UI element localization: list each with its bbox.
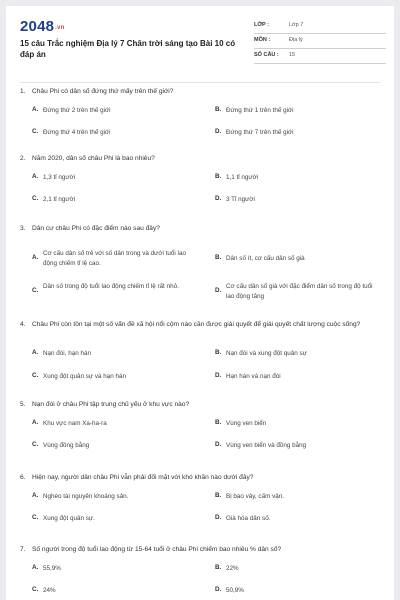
- meta-class-row: [254, 20, 386, 34]
- option-text: Vùng đồng bằng: [43, 442, 90, 449]
- option-letter: D.: [215, 195, 222, 202]
- header: [6, 6, 394, 86]
- question-number: 7.: [20, 546, 26, 553]
- option-text: Xung đột quân sự và hạn hán: [43, 373, 126, 380]
- option-letter: A.: [32, 419, 39, 426]
- question-number: 2.: [20, 155, 26, 162]
- option-text: Dân số ít, cơ cấu dân số già: [226, 255, 305, 262]
- question-number: 4.: [20, 321, 26, 328]
- option-letter: B.: [215, 419, 222, 426]
- logo-text: 2048: [20, 18, 55, 35]
- option-text: 55,9%: [43, 565, 61, 572]
- worksheet: [6, 6, 394, 600]
- option-text: Bị bao vây, cấm vận.: [226, 493, 284, 500]
- question-label: Châu Phi có dân số đứng thứ mấy trên thế giới?: [32, 88, 174, 95]
- option-text: Vùng ven biển và đồng bằng: [226, 442, 307, 449]
- question-label: Châu Phi còn tồn tại một số vấn đề xã hội nổi cộm nào cần được giải quyết để giải quyết chất lượng cuộc sống?: [32, 321, 361, 328]
- site-logo[interactable]: [20, 18, 64, 35]
- header-divider: [20, 82, 380, 83]
- question-label: Số người trong độ tuổi lao động từ 15-64 tuổi ở châu Phi chiếm bao nhiêu % dân số?: [32, 546, 282, 553]
- question-label: Nạn đói ở châu Phi tập trung chủ yếu ở khu vực nào?: [32, 401, 190, 408]
- question-number: 5.: [20, 401, 26, 408]
- option-letter: D.: [215, 372, 222, 379]
- option-letter: A.: [32, 106, 39, 113]
- option-text: Nạn đói và xung đột quân sự: [226, 350, 307, 357]
- question-text: [20, 153, 380, 164]
- option-letter: C.: [32, 128, 39, 135]
- question-number: 3.: [20, 225, 26, 232]
- question-4: [20, 319, 380, 380]
- option-text: Nghèo tài nguyên khoáng sản.: [43, 493, 129, 500]
- question-number: 6.: [20, 474, 26, 481]
- meta-count-value: 15: [289, 52, 296, 58]
- option-letter: D.: [215, 514, 222, 521]
- question-6: [20, 472, 380, 522]
- meta-class-key: LỚP :: [254, 22, 269, 28]
- option-text: 2,1 tỉ người: [43, 196, 76, 203]
- question-text: [20, 319, 377, 330]
- option-letter: B.: [215, 349, 222, 356]
- option-letter: D.: [215, 128, 222, 135]
- option-letter: C.: [32, 195, 39, 202]
- option-text: 50,9%: [226, 587, 244, 594]
- option-text: 24%: [43, 587, 56, 594]
- logo-tld: .vn: [55, 25, 65, 31]
- option-text: Nạn đói, hạn hán: [43, 350, 91, 357]
- meta-count-key: SỐ CÂU :: [254, 52, 279, 58]
- question-text: [20, 399, 380, 410]
- question-7: [20, 544, 380, 594]
- option-letter: B.: [215, 254, 222, 261]
- question-3: [20, 223, 380, 300]
- option-letter: C.: [32, 372, 39, 379]
- option-text: 1,3 tỉ người: [43, 174, 76, 181]
- question-2: [20, 153, 380, 203]
- option-text: Đứng thứ 7 trên thế giới: [226, 129, 294, 136]
- option-letter: B.: [215, 492, 222, 499]
- option-letter: A.: [32, 173, 39, 180]
- option-text: Cơ cấu dân số trẻ với số dân trong và dưới tuổi lao động chiếm tỉ lệ cao.: [43, 250, 186, 267]
- option-letter: D.: [215, 586, 222, 593]
- question-text: [20, 86, 380, 97]
- option-letter: D.: [215, 441, 222, 448]
- question-text: [20, 223, 380, 234]
- question-number: 1.: [20, 88, 26, 95]
- meta-subject-row: [254, 35, 386, 49]
- option-letter: C.: [32, 441, 39, 448]
- option-text: Cơ cấu dân số già với đặc điểm dân số trong độ tuổi lao động tăng: [226, 283, 373, 300]
- option-text: Đứng thứ 4 trên thế giới: [43, 129, 111, 136]
- option-text: Đứng thứ 2 trên thế giới: [43, 107, 111, 114]
- option-letter: C.: [32, 514, 39, 521]
- question-5: [20, 399, 380, 449]
- option-letter: B.: [215, 173, 222, 180]
- question-label: Hiện nay, người dân châu Phi vẫn phải đối mặt với khó khăn nào dưới đây?: [32, 474, 254, 481]
- option-text: 22%: [226, 565, 239, 572]
- option-letter: A.: [32, 492, 39, 499]
- question-label: Dân cư châu Phi có đặc điểm nào sau đây?: [32, 225, 160, 232]
- meta-subject-value: Địa lý: [289, 37, 303, 43]
- option-letter: B.: [215, 564, 222, 571]
- option-letter: A.: [32, 349, 39, 356]
- option-text: Khu vực nam Xa-ha-ra: [43, 420, 107, 427]
- option-letter: C.: [32, 586, 39, 593]
- question-text: [20, 472, 380, 483]
- question-1: [20, 86, 380, 136]
- meta-subject-key: MÔN :: [254, 37, 271, 43]
- option-letter: B.: [215, 106, 222, 113]
- option-text: Đứng thứ 1 trên thế giới: [226, 107, 294, 114]
- option-text: Vùng ven biển: [226, 420, 267, 427]
- option-letter: D.: [215, 287, 222, 294]
- meta-class-value: Lớp 7: [289, 22, 304, 28]
- option-text: Dân số trong độ tuổi lao động chiếm tỉ lệ rất nhỏ.: [43, 283, 179, 290]
- option-text: 3 Tỉ người: [226, 196, 255, 203]
- page-title: 15 câu Trắc nghiệm Địa lý 7 Chân trời sáng tạo Bài 10 có đáp án: [20, 39, 236, 59]
- option-letter: C.: [32, 287, 39, 294]
- option-text: Xung đột quân sự.: [43, 515, 95, 522]
- question-label: Năm 2020, dân số châu Phi là bao nhiêu?: [32, 155, 155, 162]
- option-text: 1,1 tỉ người: [226, 174, 259, 181]
- option-text: Già hóa dân số.: [226, 515, 271, 522]
- option-letter: A.: [32, 564, 39, 571]
- meta-count-row: [254, 50, 386, 64]
- option-text: Hạn hán và nạn đói: [226, 373, 281, 380]
- question-text: [20, 544, 380, 555]
- option-letter: A.: [32, 254, 39, 261]
